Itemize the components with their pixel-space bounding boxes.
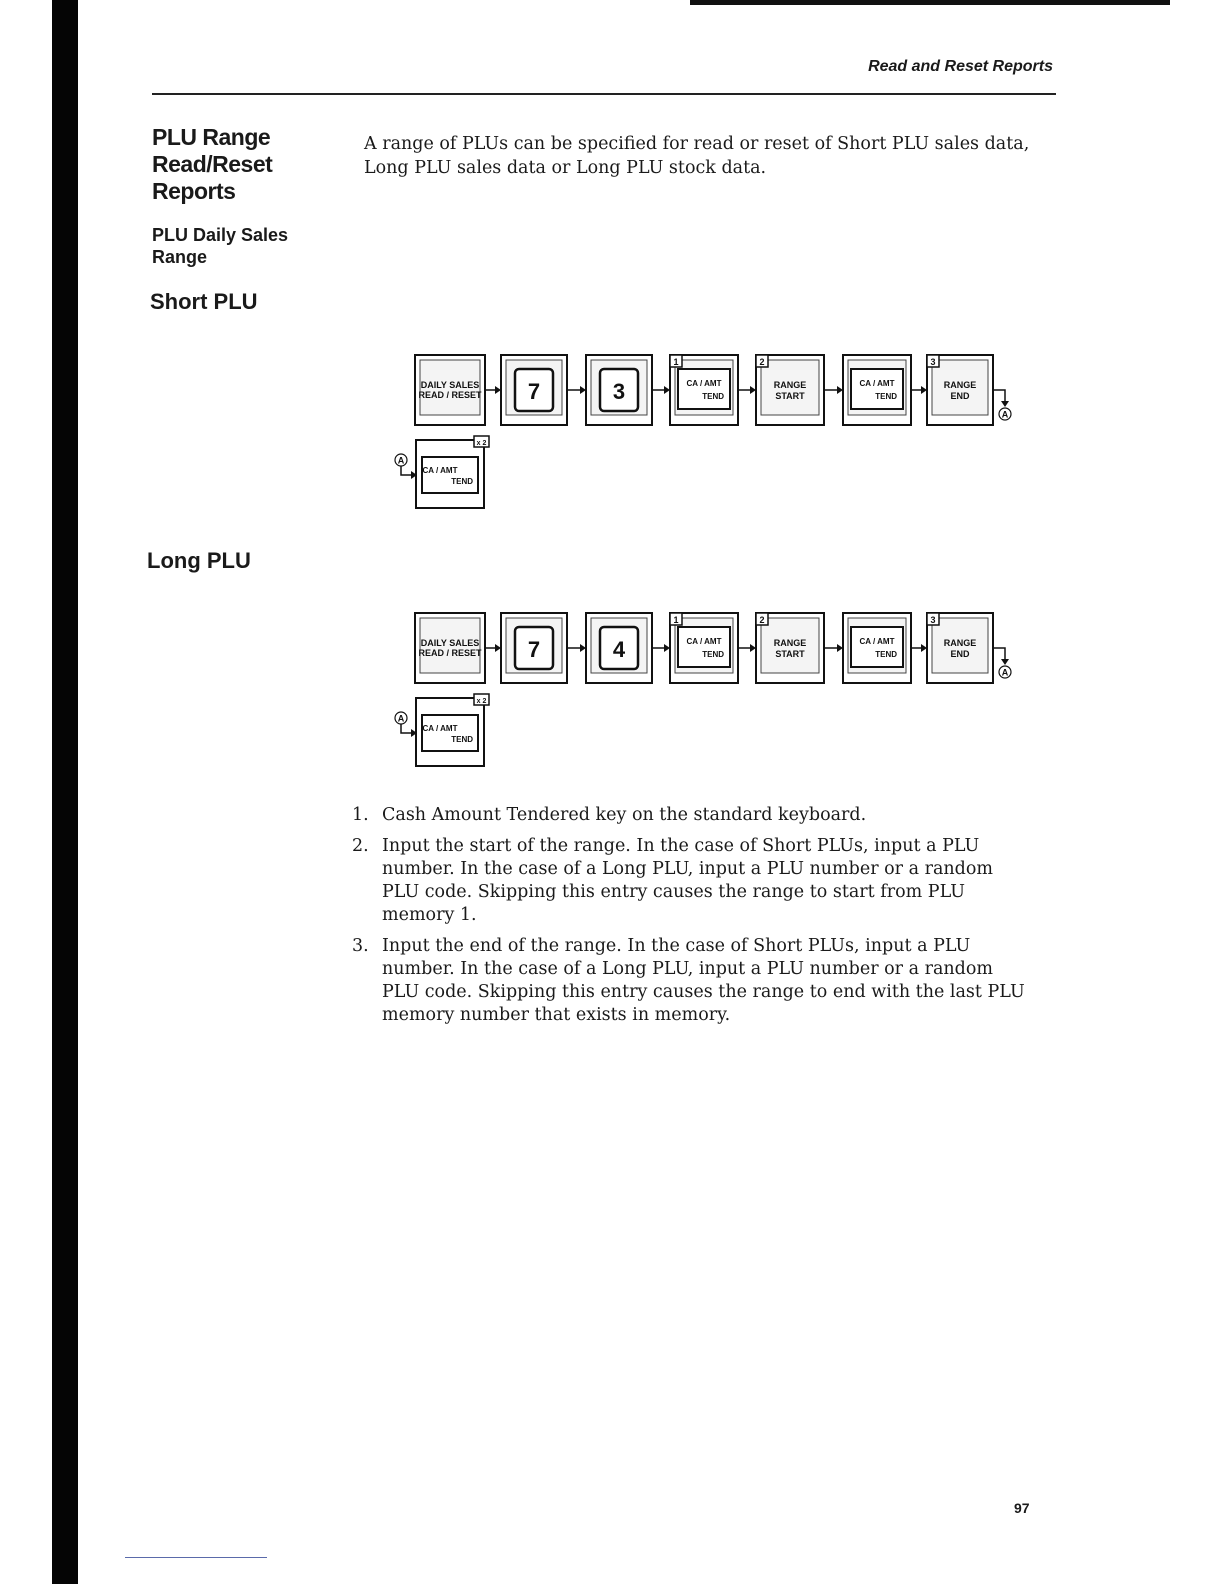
flow-arrow	[485, 386, 501, 394]
key-label-line: CA / AMT	[422, 466, 458, 475]
flow-arrow	[652, 644, 670, 652]
note-line: number. In the case of a Long PLU, input a PLU number or a random	[382, 959, 994, 979]
repeat-badge	[474, 436, 489, 447]
binding-edge	[52, 0, 78, 1584]
note-marker-badge	[670, 355, 682, 367]
note-marker-number: 2	[759, 357, 765, 367]
note-item	[352, 935, 1052, 1027]
digit-key-label: 3	[612, 379, 626, 404]
long-plu-heading: Long PLU	[147, 548, 251, 573]
digit-key-label: 4	[612, 637, 626, 662]
subsection-title	[152, 224, 288, 268]
repeat-badge-label: x 2	[476, 698, 487, 705]
flow-arrow	[567, 386, 586, 394]
key-label-line: RANGE	[943, 638, 977, 648]
section-title-line: Reports	[152, 178, 236, 204]
subsection-title-line: Range	[152, 247, 208, 267]
key-sequence-diagram	[380, 603, 1040, 783]
header-rule	[152, 93, 1056, 95]
key-label-line: TEND	[875, 392, 897, 401]
key-label-line: RANGE	[773, 638, 807, 648]
daily-sales-read-reset-key	[415, 613, 485, 683]
section-title-line: Read/Reset	[152, 151, 273, 177]
subsection-title-line: PLU Daily Sales	[152, 225, 289, 245]
key-label-line: READ / RESET	[418, 390, 482, 400]
repeat-badge-label: x 2	[476, 440, 487, 447]
key-label-line: RANGE	[773, 380, 807, 390]
key-label-line: DAILY SALES	[420, 380, 480, 390]
daily-sales-read-reset-key	[415, 355, 485, 425]
key-label-line: TEND	[702, 392, 724, 401]
key-label-line: CA / AMT	[686, 379, 722, 388]
ca-amt-tend-key	[416, 698, 484, 766]
note-marker-badge	[756, 613, 768, 625]
note-line: PLU code. Skipping this entry causes the range to start from PLU	[382, 882, 965, 902]
key-label-line: END	[950, 649, 970, 659]
digit-key-label: 7	[527, 637, 541, 662]
note-item	[352, 835, 1052, 927]
short-plu-heading: Short PLU	[150, 289, 258, 314]
key-label-line: TEND	[451, 735, 473, 744]
key-sequence-diagram	[380, 345, 1040, 525]
note-marker-badge	[927, 355, 939, 367]
ca-amt-tend-key	[843, 613, 911, 683]
page-number: 97	[1014, 1500, 1030, 1516]
ca-amt-tend-key	[843, 355, 911, 425]
digit-key	[501, 355, 567, 425]
flow-arrow	[738, 644, 756, 652]
flow-arrow	[911, 644, 927, 652]
note-marker-badge	[670, 613, 682, 625]
running-header: Read and Reset Reports	[868, 58, 1053, 75]
repeat-badge	[474, 694, 489, 705]
flow-arrow	[738, 386, 756, 394]
flow-arrow	[567, 644, 586, 652]
note-marker-number: 3	[930, 357, 936, 367]
section-title-line: PLU Range	[152, 124, 271, 150]
connector-a-icon	[999, 408, 1011, 420]
connector-a-icon	[999, 666, 1011, 678]
flow-arrowhead	[1001, 401, 1009, 407]
section-title	[152, 124, 272, 205]
key-label-line: END	[950, 391, 970, 401]
key-label-line: TEND	[875, 650, 897, 659]
flow-arrow	[824, 644, 843, 652]
note-line: Input the start of the range. In the case of Short PLUs, input a PLU	[382, 836, 980, 856]
note-marker-number: 1	[673, 357, 679, 367]
key-label-line: CA / AMT	[686, 637, 722, 646]
key-label-line: DAILY SALES	[420, 638, 480, 648]
note-number: 2.	[352, 836, 369, 856]
flow-arrow	[485, 644, 501, 652]
top-edge-line	[690, 0, 1170, 5]
footer-line	[125, 1557, 267, 1558]
connector-a-icon	[395, 712, 407, 724]
connector-label: A	[1001, 409, 1009, 420]
key-label-line: CA / AMT	[422, 724, 458, 733]
note-number: 3.	[352, 936, 369, 956]
note-line: memory 1.	[382, 905, 477, 925]
note-marker-badge	[927, 613, 939, 625]
digit-key-label: 7	[527, 379, 541, 404]
note-line: PLU code. Skipping this entry causes the range to end with the last PLU	[382, 982, 1025, 1002]
note-number: 1.	[352, 805, 369, 825]
key-label-line: RANGE	[943, 380, 977, 390]
flow-line	[401, 466, 411, 475]
note-marker-number: 1	[673, 615, 679, 625]
note-line: memory number that exists in memory.	[382, 1005, 731, 1025]
note-marker-badge	[756, 355, 768, 367]
key-label-line: CA / AMT	[859, 379, 895, 388]
note-line: Input the end of the range. In the case of Short PLUs, input a PLU	[382, 936, 971, 956]
note-line: Cash Amount Tendered key on the standard keyboard.	[382, 805, 867, 825]
notes-list	[352, 804, 1052, 1035]
connector-label: A	[397, 713, 405, 724]
digit-key	[501, 613, 567, 683]
connector-label: A	[397, 455, 405, 466]
flow-arrow	[652, 386, 670, 394]
flow-arrow	[911, 386, 927, 394]
key-label-line: CA / AMT	[859, 637, 895, 646]
key-label-line: TEND	[702, 650, 724, 659]
connector-a-icon	[395, 454, 407, 466]
long-plu-key-sequence	[380, 603, 1040, 783]
short-plu-key-sequence	[380, 345, 1040, 525]
flow-arrowhead	[1001, 659, 1009, 665]
connector-label: A	[1001, 667, 1009, 678]
note-item	[352, 804, 1052, 827]
digit-key	[586, 355, 652, 425]
note-marker-number: 3	[930, 615, 936, 625]
flow-arrow	[824, 386, 843, 394]
note-marker-number: 2	[759, 615, 765, 625]
note-line: number. In the case of a Long PLU, input a PLU number or a random	[382, 859, 994, 879]
flow-line	[401, 724, 411, 733]
digit-key	[586, 613, 652, 683]
key-label-line: READ / RESET	[418, 648, 482, 658]
ca-amt-tend-key	[416, 440, 484, 508]
key-label-line: TEND	[451, 477, 473, 486]
key-label-line: START	[775, 391, 805, 401]
key-label-line: START	[775, 649, 805, 659]
intro-paragraph: A range of PLUs can be specified for read or reset of Short PLU sales data, Long PLU sales data or Long PLU stock data.	[364, 134, 1030, 178]
